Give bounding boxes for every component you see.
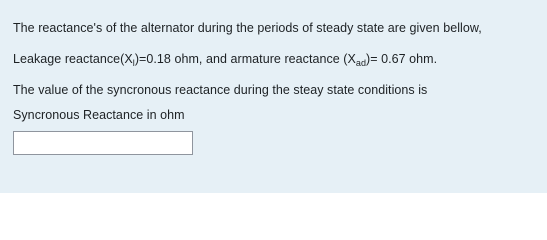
answer-input[interactable] xyxy=(13,131,193,155)
armature-value-text: )= 0.67 ohm. xyxy=(366,52,438,66)
armature-subscript: ad xyxy=(355,58,367,68)
leakage-subscript: l xyxy=(132,58,135,68)
question-text-prompt: The value of the syncronous reactance during the steay state conditions is xyxy=(13,83,428,97)
answer-label: Syncronous Reactance in ohm xyxy=(13,108,185,122)
leakage-prefix: Leakage reactance(X xyxy=(13,52,133,66)
question-text-intro: The reactance's of the alternator during the periods of steady state are given bellow, xyxy=(13,21,482,35)
question-text-reactances xyxy=(13,52,437,66)
leakage-value-text: )=0.18 ohm, and armature reactance (X xyxy=(134,52,356,66)
